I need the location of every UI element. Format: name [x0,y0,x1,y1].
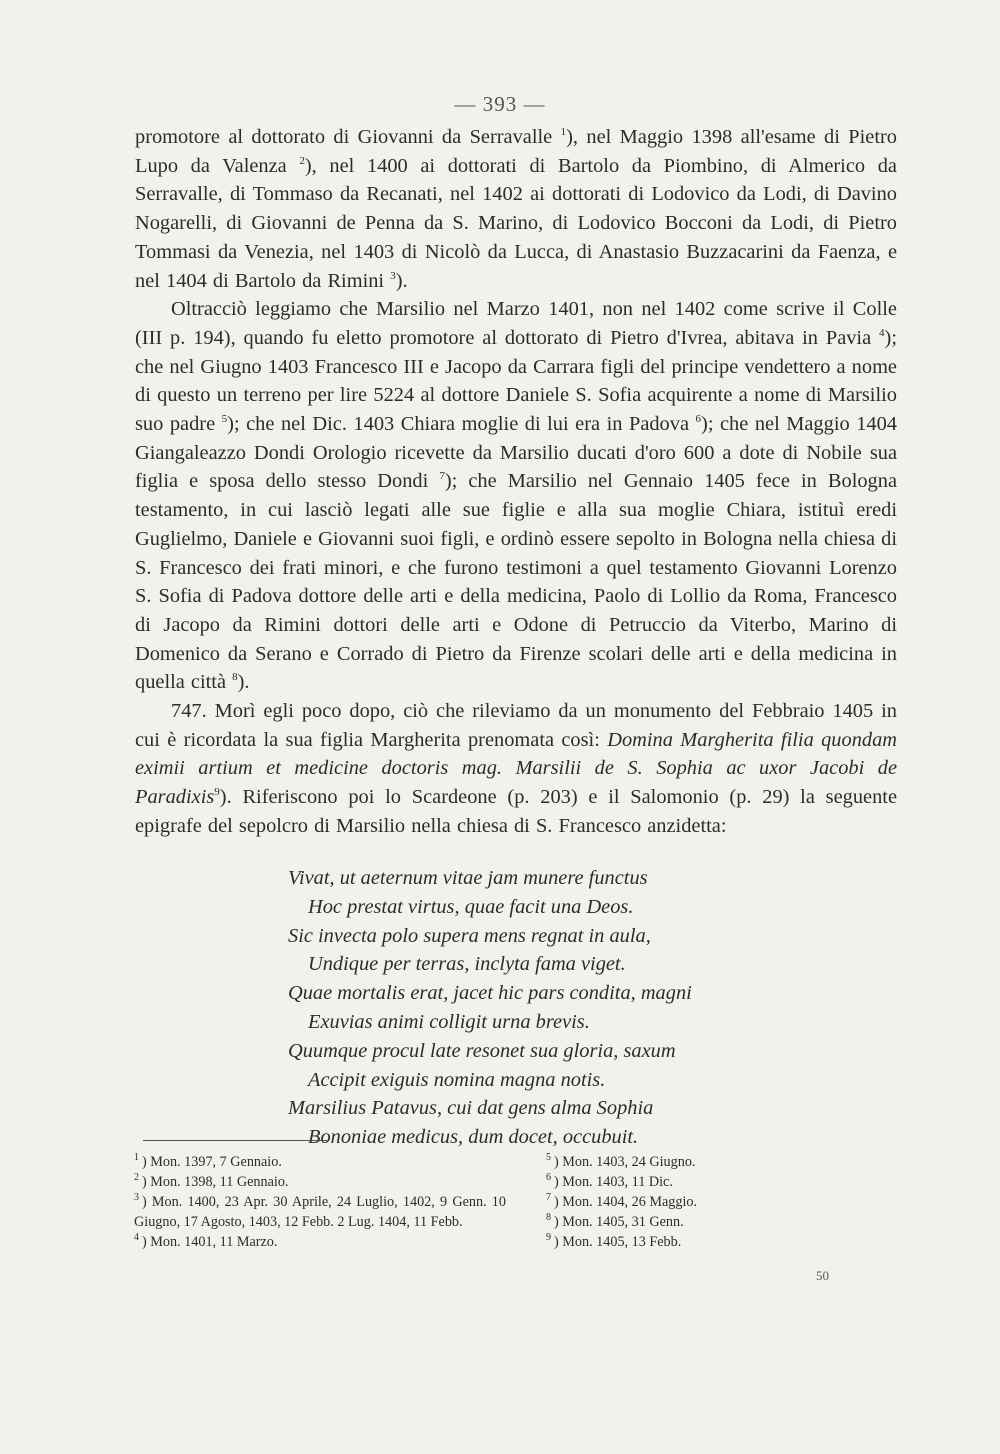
footnote-text: ) Mon. 1398, 11 Gennaio. [142,1174,289,1190]
footnote-ref[interactable]: 5 [221,413,228,426]
poem-line: Bononiae medicus, dum docet, occubuit. [308,1126,639,1149]
footnote-mark: 6 [546,1172,551,1184]
footnote-mark: 4 [134,1232,139,1244]
page-number: — 393 — [454,92,546,116]
epitaph-poem [288,864,692,1152]
poem-line: Quae mortalis erat, jacet hic pars condita, magni [288,982,692,1005]
footnote-text: ) Mon. 1404, 26 Maggio. [554,1194,698,1210]
footnote-divider [143,1140,327,1141]
footnote [546,1212,846,1232]
footnote [134,1192,506,1232]
paragraph-2 [135,295,897,697]
text-run: 747. Morì egli poco dopo, ciò che rileviamo da un monumento del Febbraio 1405 in cui è ricordata la sua figlia Margherita prenomata così: [135,700,897,751]
footnote [134,1152,506,1172]
footnote-ref[interactable]: 6 [695,413,702,426]
footnote-mark: 3 [134,1192,139,1204]
text-run: ); che nel Maggio 1404 Giangaleazzo Dondi Orologio ricevette da Marsilio ducati d'oro 600 a dote di Nobile sua figlia e sposa dello stesso Dondi [135,413,897,493]
footnote-ref[interactable]: 3 [390,269,396,282]
footnote-text: ) Mon. 1405, 13 Febb. [554,1234,682,1250]
signature-mark: 50 [816,1268,829,1283]
footnote-ref[interactable]: 7 [439,470,445,483]
footnote-mark: 2 [134,1172,139,1184]
paragraph-3 [135,697,897,841]
text-run: ), nel 1400 ai dottorati di Bartolo da Piombino, di Almerico da Serravalle, di Tommaso da Recanati, nel 1402 ai dottorati di Lodovico da Lodi, di Davino Nogarelli, di Giovanni de Penna da S. Marino, di Lodovico Bocconi da Lodi, di Pietro Tommasi da Venezia, nel 1403 di Nicolò da Lucca, di Anastasio Buzzacarini da Faenza, e nel 1404 di Bartolo da Rimini [135,154,897,292]
main-text [135,123,897,841]
text-run: promotore al dottorato di Giovanni da Serravalle [135,126,561,148]
footnote-ref[interactable]: 2 [299,154,305,167]
footnote [546,1232,846,1252]
footnote-mark: 9 [546,1232,551,1244]
footnote-ref[interactable]: 9 [214,786,220,799]
text-run: ); che nel Dic. 1403 Chiara moglie di lui era in Padova [227,413,696,436]
poem-line: Quumque procul late resonet sua gloria, saxum [288,1039,676,1062]
poem-line: Hoc prestat virtus, quae facit una Deos. [308,895,634,918]
footnote-text: ) Mon. 1400, 23 Apr. 30 Aprile, 24 Luglio, 1402, 9 Genn. 10 Giugno, 17 Agosto, 1403, 12 Febb. 2 Lug. 1404, 11 Febb. [134,1194,506,1230]
paragraph-1 [135,123,897,295]
footnote-text: ) Mon. 1405, 31 Genn. [554,1214,684,1230]
footnote [546,1192,846,1212]
latin-quote: Domina Margherita filia quondam eximii artium et medicine doctoris mag. Marsilii de S. Sophia ac uxor Jacobi de Paradixis [135,728,898,809]
footnote [546,1172,846,1192]
text-run: ). [395,269,408,292]
text-run: ); che nel Giugno 1403 Francesco III e Jacopo da Carrara figli del principe vendettero a nome di questo un terreno per lire 5224 al dottore Daniele S. Sofia acquirente a nome di Marsilio suo padre [135,326,897,436]
footnote-text: ) Mon. 1403, 24 Giugno. [554,1154,696,1170]
footnote-mark: 8 [546,1212,551,1224]
poem-line: Marsilius Patavus, cui dat gens alma Sophia [288,1097,654,1120]
footnote-text: ) Mon. 1401, 11 Marzo. [142,1234,278,1250]
footnotes-left-column [134,1152,506,1252]
poem-line: Sic invecta polo supera mens regnat in aula, [288,924,651,947]
footnote-ref[interactable]: 1 [560,126,567,139]
text-run: Oltracciò leggiamo che Marsilio nel Marzo 1401, non nel 1402 come scrive il Colle (III p. 194), quando fu eletto promotore al dottorato di Pietro d'Ivrea, abitava in Pavia [135,298,897,349]
footnote [134,1232,506,1252]
text-run: ), nel Maggio 1398 all'esame di Pietro Lupo da Valenza [135,126,897,177]
poem-line: Vivat, ut aeternum vitae jam munere functus [288,867,648,889]
footnote-text: ) Mon. 1403, 11 Dic. [554,1174,673,1190]
footnote-mark: 5 [546,1152,551,1164]
text-run: ); che Marsilio nel Gennaio 1405 fece in Bologna testamento, in cui lasciò legati alle sue figlie e alla sua moglie Chiara, istituì eredi Guglielmo, Daniele e Giovanni suoi figli, e ordinò essere sepolto in Bologna nella chiesa di S. Francesco dei frati minori, e che furono testimoni a quel testamento Giovanni Lorenzo S. Sofia di Padova dottore delle arti e della medicina, Paolo di Lollio da Roma, Francesco di Jacopo da Rimini dottori delle arti e Odone di Petruccio da Viterbo, Marino di Domenico da Serano e Corrado di Pietro da Firenze scolari delle arti e della medicina in quella città [135,470,897,694]
footnote-mark: 1 [134,1152,139,1164]
poem-line: Accipit exiguis nomina magna notis. [308,1068,606,1091]
text-run: ). [237,671,250,694]
footnotes-right-column [546,1152,846,1252]
footnote [134,1172,506,1192]
poem-line: Exuvias animi colligit urna brevis. [308,1010,590,1033]
footnote-text: ) Mon. 1397, 7 Gennaio. [142,1154,282,1170]
footnote [546,1152,846,1172]
text-run: ). Riferiscono poi lo Scardeone (p. 203) e il Salomonio (p. 29) la seguente epigrafe del sepolcro di Marsilio nella chiesa di S. Francesco anzidetta: [135,786,897,837]
footnote-ref[interactable]: 4 [879,327,885,340]
footnote-mark: 7 [546,1192,551,1204]
poem-line: Undique per terras, inclyta fama viget. [308,953,626,976]
footnote-ref[interactable]: 8 [232,671,238,684]
